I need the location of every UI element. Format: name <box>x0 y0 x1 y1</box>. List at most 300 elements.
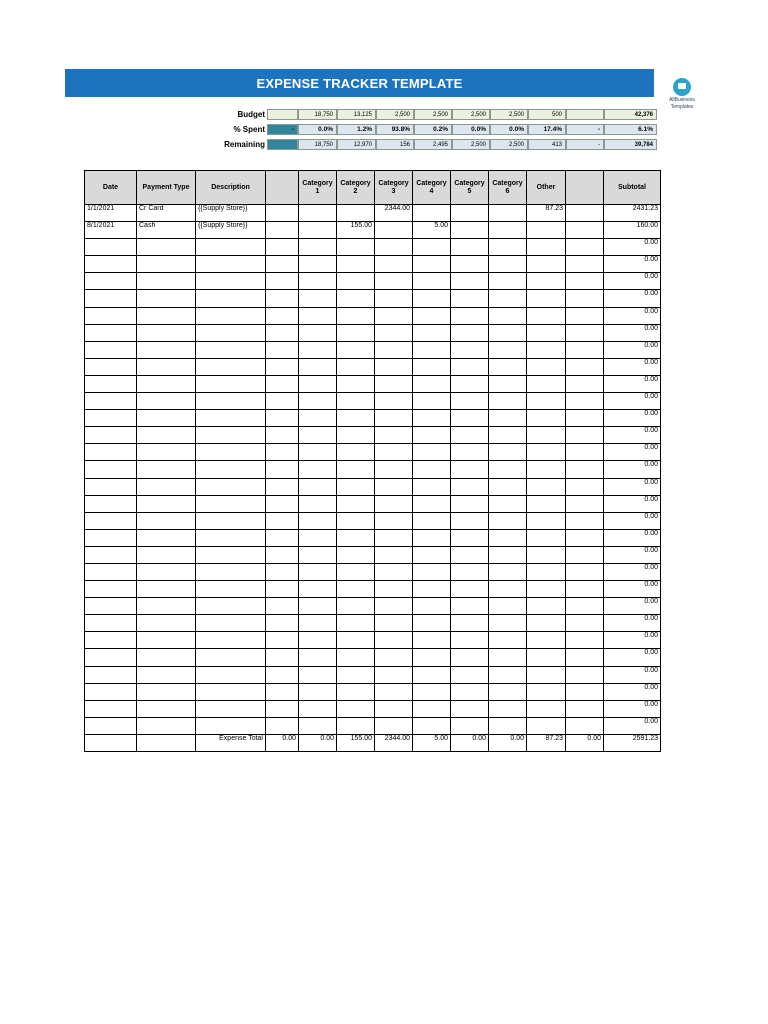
table-cell[interactable] <box>85 649 137 666</box>
table-cell[interactable] <box>375 444 413 461</box>
table-cell[interactable] <box>451 205 489 222</box>
table-cell[interactable] <box>299 222 337 239</box>
table-cell[interactable]: 1/1/2021 <box>85 205 137 222</box>
table-cell[interactable] <box>299 273 337 290</box>
table-cell[interactable]: 0.00 <box>604 444 661 461</box>
table-cell[interactable] <box>299 324 337 341</box>
table-cell[interactable] <box>566 581 604 598</box>
table-cell[interactable]: 0.00 <box>604 495 661 512</box>
table-cell[interactable] <box>299 375 337 392</box>
table-cell[interactable] <box>451 495 489 512</box>
table-cell[interactable] <box>413 649 451 666</box>
table-cell[interactable] <box>489 581 527 598</box>
table-cell[interactable]: 0.00 <box>604 700 661 717</box>
table-cell[interactable] <box>566 615 604 632</box>
table-cell[interactable] <box>299 239 337 256</box>
table-cell[interactable] <box>266 427 299 444</box>
table-cell[interactable] <box>85 717 137 734</box>
table-cell[interactable] <box>299 683 337 700</box>
table-cell[interactable] <box>413 410 451 427</box>
table-cell[interactable] <box>375 341 413 358</box>
table-cell[interactable] <box>451 444 489 461</box>
table-cell[interactable] <box>527 632 566 649</box>
table-cell[interactable] <box>337 563 375 580</box>
table-cell[interactable] <box>337 649 375 666</box>
table-cell[interactable] <box>375 717 413 734</box>
table-cell[interactable] <box>266 495 299 512</box>
table-cell[interactable] <box>85 546 137 563</box>
table-cell[interactable]: 0.00 <box>604 358 661 375</box>
table-cell[interactable] <box>85 632 137 649</box>
table-cell[interactable] <box>527 273 566 290</box>
table-cell[interactable] <box>137 683 196 700</box>
table-cell[interactable] <box>137 341 196 358</box>
table-cell[interactable] <box>299 563 337 580</box>
table-cell[interactable] <box>196 427 266 444</box>
table-cell[interactable] <box>196 615 266 632</box>
table-cell[interactable] <box>266 478 299 495</box>
table-cell[interactable] <box>489 598 527 615</box>
table-cell[interactable] <box>137 581 196 598</box>
table-cell[interactable] <box>527 563 566 580</box>
table-cell[interactable] <box>527 410 566 427</box>
table-cell[interactable] <box>451 341 489 358</box>
table-cell[interactable] <box>566 649 604 666</box>
table-cell[interactable] <box>375 666 413 683</box>
table-cell[interactable] <box>299 700 337 717</box>
table-cell[interactable] <box>451 324 489 341</box>
table-cell[interactable] <box>489 495 527 512</box>
table-cell[interactable] <box>527 495 566 512</box>
table-cell[interactable] <box>299 581 337 598</box>
table-cell[interactable] <box>527 649 566 666</box>
table-cell[interactable] <box>489 205 527 222</box>
table-cell[interactable] <box>527 324 566 341</box>
table-cell[interactable] <box>527 700 566 717</box>
table-cell[interactable] <box>196 666 266 683</box>
table-cell[interactable] <box>451 375 489 392</box>
table-cell[interactable] <box>566 273 604 290</box>
table-cell[interactable]: 0.00 <box>604 632 661 649</box>
table-cell[interactable] <box>196 341 266 358</box>
table-cell[interactable] <box>375 324 413 341</box>
table-cell[interactable] <box>489 649 527 666</box>
table-cell[interactable] <box>566 239 604 256</box>
table-cell[interactable]: 0.00 <box>604 256 661 273</box>
table-cell[interactable] <box>489 546 527 563</box>
table-cell[interactable] <box>337 273 375 290</box>
table-cell[interactable] <box>85 358 137 375</box>
table-cell[interactable]: 8/1/2021 <box>85 222 137 239</box>
table-cell[interactable] <box>451 683 489 700</box>
table-cell[interactable] <box>489 563 527 580</box>
table-cell[interactable] <box>85 341 137 358</box>
table-cell[interactable] <box>137 649 196 666</box>
table-cell[interactable] <box>266 546 299 563</box>
table-cell[interactable] <box>337 632 375 649</box>
table-cell[interactable] <box>299 512 337 529</box>
table-cell[interactable] <box>299 444 337 461</box>
table-cell[interactable] <box>137 563 196 580</box>
table-cell[interactable] <box>137 393 196 410</box>
table-cell[interactable] <box>337 239 375 256</box>
table-cell[interactable] <box>489 461 527 478</box>
table-cell[interactable] <box>566 222 604 239</box>
table-cell[interactable] <box>451 427 489 444</box>
table-cell[interactable] <box>266 632 299 649</box>
table-cell[interactable] <box>566 598 604 615</box>
table-cell[interactable] <box>337 581 375 598</box>
table-cell[interactable] <box>489 529 527 546</box>
table-cell[interactable] <box>413 205 451 222</box>
table-cell[interactable]: 2431.23 <box>604 205 661 222</box>
table-cell[interactable] <box>266 683 299 700</box>
table-cell[interactable] <box>375 615 413 632</box>
table-cell[interactable] <box>85 615 137 632</box>
table-cell[interactable] <box>451 649 489 666</box>
table-cell[interactable] <box>489 444 527 461</box>
table-cell[interactable] <box>451 256 489 273</box>
table-cell[interactable]: Cr Card <box>137 205 196 222</box>
table-cell[interactable] <box>527 598 566 615</box>
table-cell[interactable] <box>375 529 413 546</box>
table-cell[interactable] <box>413 341 451 358</box>
table-cell[interactable] <box>413 324 451 341</box>
table-cell[interactable]: 0.00 <box>604 717 661 734</box>
table-cell[interactable] <box>137 700 196 717</box>
table-cell[interactable] <box>527 375 566 392</box>
table-cell[interactable] <box>451 632 489 649</box>
table-cell[interactable] <box>266 239 299 256</box>
table-cell[interactable] <box>566 512 604 529</box>
table-cell[interactable] <box>137 529 196 546</box>
table-cell[interactable] <box>266 512 299 529</box>
table-cell[interactable] <box>413 683 451 700</box>
table-cell[interactable] <box>489 478 527 495</box>
table-cell[interactable]: 0.00 <box>604 239 661 256</box>
table-cell[interactable] <box>299 478 337 495</box>
table-cell[interactable] <box>196 598 266 615</box>
table-cell[interactable] <box>85 444 137 461</box>
table-cell[interactable] <box>299 717 337 734</box>
table-cell[interactable] <box>489 717 527 734</box>
table-cell[interactable] <box>196 700 266 717</box>
table-cell[interactable]: 0.00 <box>604 512 661 529</box>
table-cell[interactable] <box>527 239 566 256</box>
table-cell[interactable] <box>375 546 413 563</box>
table-cell[interactable] <box>266 666 299 683</box>
table-cell[interactable]: 0.00 <box>604 563 661 580</box>
table-cell[interactable] <box>337 461 375 478</box>
table-cell[interactable] <box>566 666 604 683</box>
table-cell[interactable] <box>85 666 137 683</box>
table-cell[interactable] <box>299 256 337 273</box>
table-cell[interactable] <box>375 461 413 478</box>
table-cell[interactable] <box>566 205 604 222</box>
table-cell[interactable] <box>299 598 337 615</box>
table-cell[interactable] <box>566 632 604 649</box>
table-cell[interactable] <box>489 341 527 358</box>
table-cell[interactable] <box>299 529 337 546</box>
table-cell[interactable] <box>489 222 527 239</box>
table-cell[interactable] <box>266 222 299 239</box>
table-cell[interactable] <box>451 598 489 615</box>
table-cell[interactable] <box>451 273 489 290</box>
table-cell[interactable] <box>137 290 196 307</box>
table-cell[interactable] <box>299 546 337 563</box>
table-cell[interactable]: 0.00 <box>604 307 661 324</box>
table-cell[interactable] <box>196 632 266 649</box>
table-cell[interactable] <box>266 256 299 273</box>
table-cell[interactable] <box>566 563 604 580</box>
table-cell[interactable] <box>413 666 451 683</box>
table-cell[interactable]: 0.00 <box>604 598 661 615</box>
table-cell[interactable] <box>196 563 266 580</box>
table-cell[interactable] <box>527 341 566 358</box>
table-cell[interactable] <box>299 461 337 478</box>
table-cell[interactable] <box>489 393 527 410</box>
table-cell[interactable] <box>413 358 451 375</box>
table-cell[interactable] <box>451 512 489 529</box>
table-cell[interactable] <box>299 205 337 222</box>
table-cell[interactable] <box>413 307 451 324</box>
table-cell[interactable] <box>196 546 266 563</box>
table-cell[interactable] <box>85 375 137 392</box>
table-cell[interactable] <box>527 307 566 324</box>
table-cell[interactable] <box>266 581 299 598</box>
table-cell[interactable] <box>85 410 137 427</box>
table-cell[interactable] <box>137 324 196 341</box>
table-cell[interactable] <box>375 273 413 290</box>
table-cell[interactable] <box>337 598 375 615</box>
table-cell[interactable]: 5.00 <box>413 222 451 239</box>
table-cell[interactable] <box>137 358 196 375</box>
table-cell[interactable] <box>527 529 566 546</box>
table-cell[interactable] <box>137 495 196 512</box>
table-cell[interactable] <box>85 461 137 478</box>
table-cell[interactable] <box>489 273 527 290</box>
table-cell[interactable] <box>137 615 196 632</box>
table-cell[interactable] <box>299 666 337 683</box>
table-cell[interactable]: 0.00 <box>604 393 661 410</box>
table-cell[interactable] <box>266 410 299 427</box>
table-cell[interactable] <box>489 666 527 683</box>
table-cell[interactable]: 0.00 <box>604 427 661 444</box>
table-cell[interactable] <box>566 427 604 444</box>
table-cell[interactable] <box>566 307 604 324</box>
table-cell[interactable] <box>375 427 413 444</box>
table-cell[interactable] <box>337 495 375 512</box>
table-cell[interactable]: 0.00 <box>604 615 661 632</box>
table-cell[interactable] <box>196 461 266 478</box>
table-cell[interactable] <box>413 444 451 461</box>
table-cell[interactable]: 0.00 <box>604 683 661 700</box>
table-cell[interactable] <box>413 478 451 495</box>
table-cell[interactable]: 0.00 <box>604 649 661 666</box>
table-cell[interactable] <box>413 290 451 307</box>
table-cell[interactable] <box>566 393 604 410</box>
table-cell[interactable]: 0.00 <box>604 273 661 290</box>
table-cell[interactable]: 0.00 <box>604 341 661 358</box>
table-cell[interactable] <box>266 273 299 290</box>
table-cell[interactable] <box>337 529 375 546</box>
table-cell[interactable] <box>489 700 527 717</box>
table-cell[interactable]: {{Supply Store}} <box>196 205 266 222</box>
table-cell[interactable] <box>375 632 413 649</box>
table-cell[interactable]: {{Supply Store}} <box>196 222 266 239</box>
table-cell[interactable] <box>489 256 527 273</box>
table-cell[interactable] <box>266 444 299 461</box>
table-cell[interactable] <box>196 717 266 734</box>
table-cell[interactable] <box>137 666 196 683</box>
table-cell[interactable] <box>196 273 266 290</box>
table-cell[interactable] <box>266 717 299 734</box>
table-cell[interactable] <box>527 358 566 375</box>
table-cell[interactable] <box>527 393 566 410</box>
table-cell[interactable] <box>413 546 451 563</box>
table-cell[interactable] <box>566 700 604 717</box>
table-cell[interactable] <box>451 307 489 324</box>
table-cell[interactable] <box>85 512 137 529</box>
table-cell[interactable] <box>566 717 604 734</box>
table-cell[interactable] <box>527 427 566 444</box>
table-cell[interactable] <box>489 324 527 341</box>
table-cell[interactable] <box>196 649 266 666</box>
table-cell[interactable]: 0.00 <box>604 581 661 598</box>
table-cell[interactable] <box>375 222 413 239</box>
table-cell[interactable]: Cash <box>137 222 196 239</box>
table-cell[interactable]: 0.00 <box>604 529 661 546</box>
table-cell[interactable] <box>85 700 137 717</box>
table-cell[interactable] <box>375 358 413 375</box>
table-cell[interactable]: 160.00 <box>604 222 661 239</box>
table-cell[interactable] <box>337 341 375 358</box>
table-cell[interactable]: 0.00 <box>604 324 661 341</box>
table-cell[interactable] <box>337 444 375 461</box>
table-cell[interactable] <box>375 512 413 529</box>
table-cell[interactable] <box>566 529 604 546</box>
table-cell[interactable] <box>566 478 604 495</box>
table-cell[interactable] <box>566 256 604 273</box>
table-cell[interactable] <box>375 495 413 512</box>
table-cell[interactable] <box>85 563 137 580</box>
table-cell[interactable] <box>266 615 299 632</box>
table-cell[interactable] <box>196 307 266 324</box>
table-cell[interactable] <box>375 700 413 717</box>
table-cell[interactable] <box>85 683 137 700</box>
table-cell[interactable] <box>413 256 451 273</box>
table-cell[interactable] <box>413 393 451 410</box>
table-cell[interactable] <box>527 461 566 478</box>
table-cell[interactable] <box>489 410 527 427</box>
table-cell[interactable] <box>196 478 266 495</box>
table-cell[interactable] <box>413 632 451 649</box>
table-cell[interactable] <box>196 358 266 375</box>
table-cell[interactable] <box>337 700 375 717</box>
table-cell[interactable] <box>85 393 137 410</box>
table-cell[interactable] <box>489 307 527 324</box>
table-cell[interactable] <box>337 358 375 375</box>
table-cell[interactable] <box>527 222 566 239</box>
table-cell[interactable] <box>266 307 299 324</box>
table-cell[interactable] <box>451 666 489 683</box>
table-cell[interactable] <box>85 290 137 307</box>
table-cell[interactable] <box>527 512 566 529</box>
table-cell[interactable] <box>266 341 299 358</box>
table-cell[interactable]: 0.00 <box>604 290 661 307</box>
table-cell[interactable] <box>196 529 266 546</box>
table-cell[interactable]: 2344.00 <box>375 205 413 222</box>
table-cell[interactable] <box>375 393 413 410</box>
table-cell[interactable]: 0.00 <box>604 478 661 495</box>
table-cell[interactable] <box>85 307 137 324</box>
table-cell[interactable] <box>266 649 299 666</box>
table-cell[interactable] <box>566 341 604 358</box>
table-cell[interactable] <box>375 290 413 307</box>
table-cell[interactable] <box>299 341 337 358</box>
table-cell[interactable] <box>451 700 489 717</box>
table-cell[interactable] <box>527 256 566 273</box>
table-cell[interactable] <box>451 461 489 478</box>
table-cell[interactable] <box>451 717 489 734</box>
table-cell[interactable] <box>299 495 337 512</box>
table-cell[interactable] <box>566 290 604 307</box>
table-cell[interactable] <box>489 632 527 649</box>
table-cell[interactable] <box>266 563 299 580</box>
table-cell[interactable] <box>85 239 137 256</box>
table-cell[interactable] <box>451 290 489 307</box>
table-cell[interactable] <box>196 256 266 273</box>
table-cell[interactable] <box>196 410 266 427</box>
table-cell[interactable] <box>527 444 566 461</box>
table-cell[interactable] <box>85 256 137 273</box>
table-cell[interactable] <box>337 410 375 427</box>
table-cell[interactable]: 87.23 <box>527 205 566 222</box>
table-cell[interactable] <box>337 393 375 410</box>
table-cell[interactable] <box>266 324 299 341</box>
table-cell[interactable] <box>137 512 196 529</box>
table-cell[interactable] <box>196 683 266 700</box>
table-cell[interactable] <box>266 529 299 546</box>
table-cell[interactable] <box>299 290 337 307</box>
table-cell[interactable] <box>137 256 196 273</box>
table-cell[interactable] <box>413 717 451 734</box>
table-cell[interactable] <box>489 427 527 444</box>
table-cell[interactable] <box>375 375 413 392</box>
table-cell[interactable] <box>566 410 604 427</box>
table-cell[interactable] <box>375 581 413 598</box>
table-cell[interactable] <box>451 478 489 495</box>
table-cell[interactable] <box>489 290 527 307</box>
table-cell[interactable] <box>566 495 604 512</box>
table-cell[interactable] <box>566 546 604 563</box>
table-cell[interactable]: 0.00 <box>604 461 661 478</box>
table-cell[interactable] <box>266 375 299 392</box>
table-cell[interactable] <box>527 478 566 495</box>
table-cell[interactable] <box>375 598 413 615</box>
table-cell[interactable] <box>566 461 604 478</box>
table-cell[interactable] <box>527 581 566 598</box>
table-cell[interactable] <box>196 324 266 341</box>
table-cell[interactable] <box>413 239 451 256</box>
table-cell[interactable] <box>196 393 266 410</box>
table-cell[interactable] <box>527 290 566 307</box>
table-cell[interactable] <box>337 546 375 563</box>
table-cell[interactable] <box>299 632 337 649</box>
table-cell[interactable] <box>299 307 337 324</box>
table-cell[interactable] <box>337 717 375 734</box>
table-cell[interactable] <box>299 649 337 666</box>
